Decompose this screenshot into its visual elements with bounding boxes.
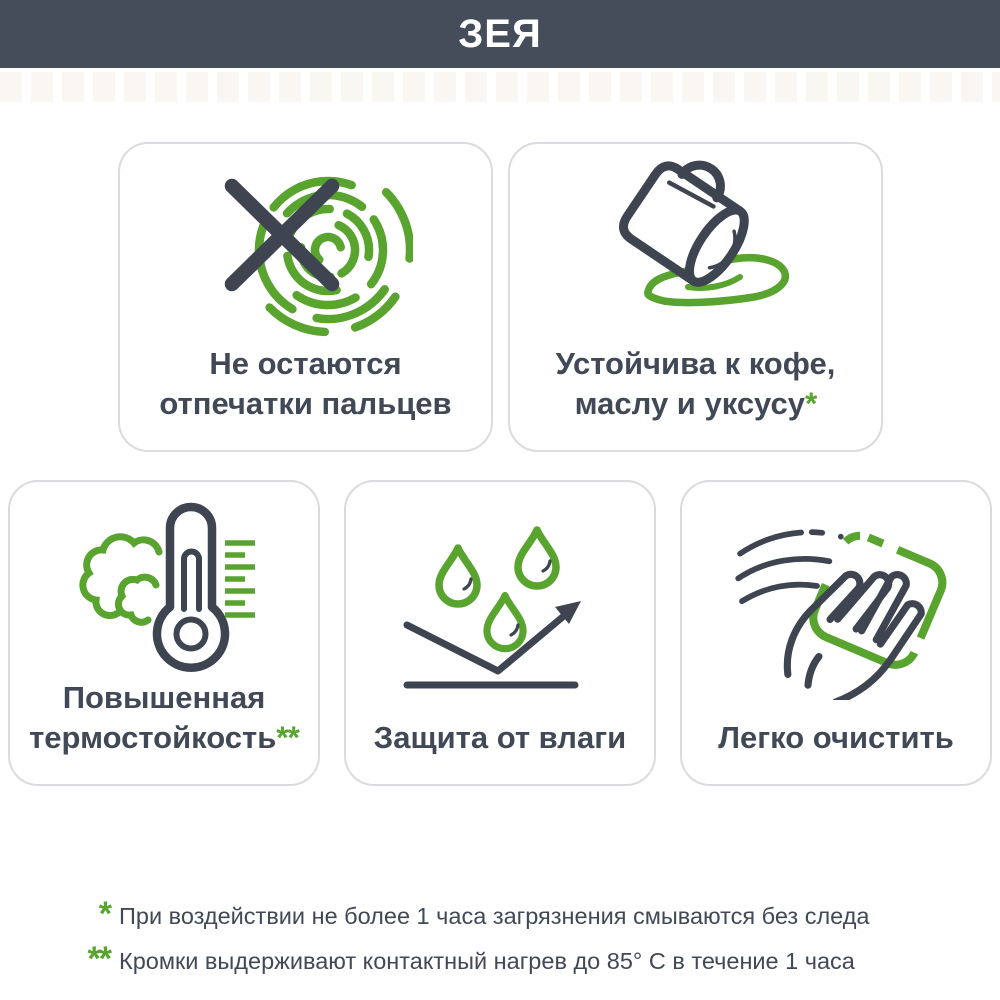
card-label: Устойчива к кофе, маслу и уксусу* bbox=[555, 345, 836, 422]
watermark-strip bbox=[0, 72, 1000, 102]
card-no-fingerprints bbox=[118, 142, 493, 452]
header-bar bbox=[0, 0, 1000, 68]
cup-spill-icon bbox=[510, 144, 881, 344]
card-stain-resistant bbox=[508, 142, 883, 452]
card-heat-resistant bbox=[8, 480, 320, 786]
card-label: Повышенная термостойкость** bbox=[29, 679, 299, 756]
feature-row-2 bbox=[8, 480, 992, 786]
hand-cloth-icon bbox=[682, 482, 990, 717]
footnote-1 bbox=[58, 896, 958, 932]
page-title: ЗЕЯ bbox=[458, 12, 542, 56]
card-label: Легко очистить bbox=[718, 720, 954, 756]
card-easy-clean bbox=[680, 480, 992, 786]
footnote-2 bbox=[58, 941, 958, 977]
thermometer-steam-icon bbox=[10, 482, 318, 678]
water-drops-icon bbox=[346, 482, 654, 717]
card-label: Не остаются отпечатки пальцев bbox=[159, 345, 452, 422]
footnote-2-marker: ** bbox=[87, 939, 110, 978]
card-moisture-protection bbox=[344, 480, 656, 786]
footnote-2-text: Кромки выдерживают контактный нагрев до 85° С в течение 1 часа bbox=[119, 947, 855, 974]
card-label: Защита от влаги bbox=[373, 720, 627, 756]
feature-row-1 bbox=[118, 142, 883, 452]
fingerprint-crossed-icon bbox=[120, 144, 491, 344]
footnotes bbox=[58, 896, 958, 985]
footnote-1-text: При воздействии не более 1 часа загрязнения смываются без следа bbox=[119, 903, 870, 929]
footnote-1-marker: * bbox=[98, 895, 110, 933]
